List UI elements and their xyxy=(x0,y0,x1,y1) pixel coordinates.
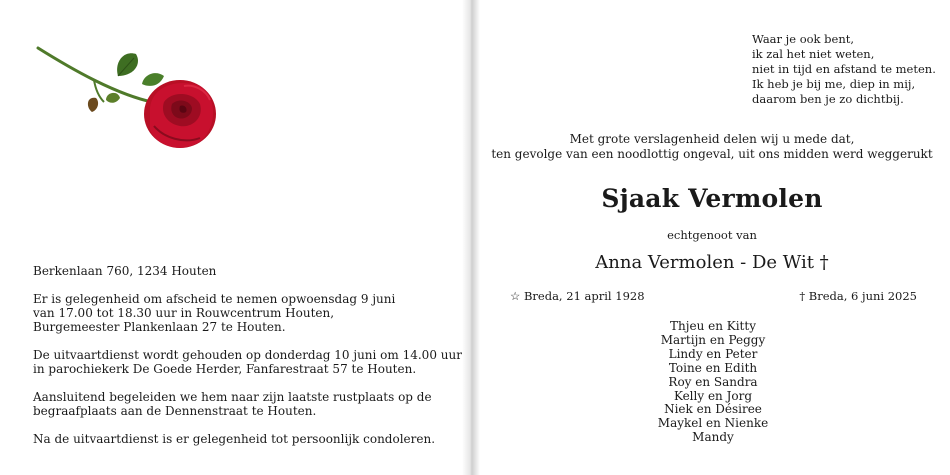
spouse-label: echtgenoot van xyxy=(667,228,757,242)
service-line-1: De uitvaartdienst wordt gehouden op donderdag 10 juni om 14.00 uur xyxy=(33,348,462,362)
condolence-paragraph xyxy=(33,432,458,446)
viewing-paragraph xyxy=(33,292,458,334)
service-line-2: in parochiekerk De Goede Herder, Fanfarestraat 57 te Houten. xyxy=(33,362,417,376)
birth-date: ☆ Breda, 21 april 1928 xyxy=(510,289,645,303)
poem-line: daarom ben je zo dichtbij. xyxy=(752,92,904,106)
deceased-name: Sjaak Vermolen xyxy=(601,184,823,213)
relative-item: Lindy en Peter xyxy=(668,346,758,361)
poem-line: ik zal het niet weten, xyxy=(752,47,875,61)
viewing-line-1: Er is gelegenheid om afscheid te nemen opwoensdag 9 juni xyxy=(33,292,396,306)
condolence-line: Na de uitvaartdienst is er gelegenheid tot persoonlijk condoleren. xyxy=(33,432,436,446)
spouse-name: Anna Vermolen - De Wit † xyxy=(595,252,829,273)
intro-line-2: ten gevolge van een noodlottig ongeval, uit ons midden werd weggerukt xyxy=(491,147,933,161)
poem xyxy=(752,32,936,107)
relative-item: Martijn en Peggy xyxy=(660,332,766,347)
relative-item: Maykel en Nienke xyxy=(657,416,769,431)
relatives-list xyxy=(608,320,818,445)
burial-line-2: begraafplaats aan de Dennenstraat te Houten. xyxy=(33,404,317,418)
viewing-line-2: van 17.00 tot 18.30 uur in Rouwcentrum Houten, xyxy=(33,306,335,320)
relative-item: Kelly en Jorg xyxy=(673,388,753,403)
announcement-intro xyxy=(474,132,950,162)
relative-item: Niek en Désiree xyxy=(664,402,762,417)
intro-line-1: Met grote verslagenheid delen wij u mede dat, xyxy=(569,132,855,146)
relative-item: Toine en Edith xyxy=(668,360,758,375)
address-line: Berkenlaan 760, 1234 Houten xyxy=(33,264,217,278)
rose-image xyxy=(34,40,219,155)
death-date: † Breda, 6 juni 2025 xyxy=(799,289,917,303)
relative-item: Roy en Sandra xyxy=(668,374,758,389)
burial-line-1: Aansluitend begeleiden we hem naar zijn laatste rustplaats op de xyxy=(33,390,432,404)
viewing-line-3: Burgemeester Plankenlaan 27 te Houten. xyxy=(33,320,286,334)
address-paragraph xyxy=(33,264,458,278)
service-paragraph xyxy=(33,348,462,376)
poem-line: niet in tijd en afstand te meten. xyxy=(752,62,936,76)
burial-paragraph xyxy=(33,390,458,418)
poem-line: Waar je ook bent, xyxy=(752,32,855,46)
relative-item: Thjeu en Kitty xyxy=(670,319,756,333)
poem-line: Ik heb je bij me, diep in mij, xyxy=(752,77,916,91)
funeral-details xyxy=(33,264,462,460)
relative-item: Mandy xyxy=(692,430,734,445)
